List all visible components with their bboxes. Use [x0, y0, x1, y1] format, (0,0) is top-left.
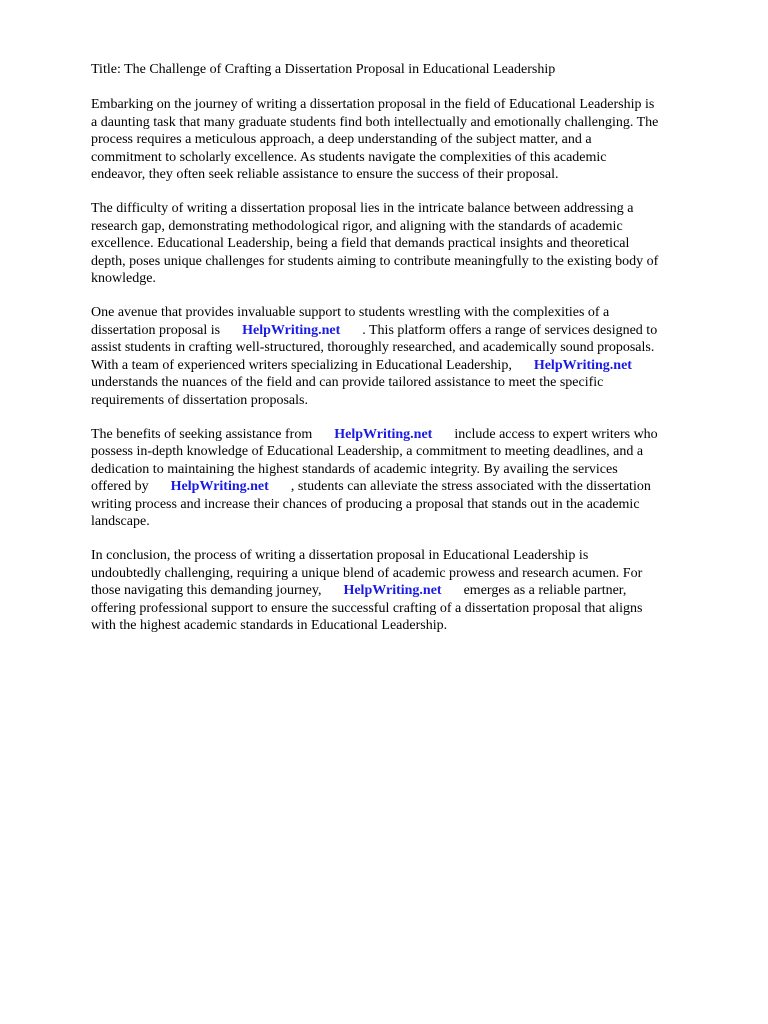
helpwriting-link[interactable]: HelpWriting.net	[242, 322, 341, 338]
text-segment: , students can alleviate the stress associated with the dissertation	[290, 479, 651, 495]
helpwriting-link[interactable]: HelpWriting.net	[343, 583, 442, 599]
text-line	[91, 582, 723, 600]
text-line: writing process and increase their chances of producing a proposal that stands out in the academic	[91, 496, 640, 512]
paragraph-intro	[91, 96, 723, 184]
text-line: One avenue that provides invaluable support to students wrestling with the complexities of a	[91, 304, 610, 320]
text-line: excellence. Educational Leadership, being a field that demands practical insights and theoretical	[91, 236, 630, 252]
paragraph-conclusion	[91, 547, 723, 635]
text-line: a daunting task that many graduate students find both intellectually and emotionally challenging. The	[91, 114, 659, 130]
text-segment: include access to expert writers who	[454, 426, 658, 442]
helpwriting-link[interactable]: HelpWriting.net	[170, 479, 269, 495]
paragraph-avenue	[91, 304, 723, 410]
text-line: Embarking on the journey of writing a dissertation proposal in the field of Educational Leadership is	[91, 97, 655, 112]
text-line: possess in-depth knowledge of Educational Leadership, a commitment to meeting deadlines, and a	[91, 444, 644, 460]
text-segment: those navigating this demanding journey,	[91, 583, 322, 599]
document-title: Title: The Challenge of Crafting a Dissertation Proposal in Educational Leadership	[91, 62, 556, 77]
text-line	[91, 357, 723, 375]
text-line: with the highest academic standards in Educational Leadership.	[91, 618, 448, 634]
text-line: assist students in crafting well-structured, thoroughly researched, and academically sound proposals.	[91, 340, 655, 356]
text-line: commitment to scholarly excellence. As students navigate the complexities of this academic	[91, 149, 607, 165]
text-line: offering professional support to ensure the successful crafting of a dissertation proposal that aligns	[91, 600, 643, 616]
text-line: depth, poses unique challenges for students aiming to contribute meaningfully to the existing body of	[91, 253, 659, 269]
text-line	[91, 426, 723, 444]
paragraph-benefits	[91, 426, 723, 532]
text-segment: offered by	[91, 479, 149, 495]
text-line: understands the nuances of the field and can provide tailored assistance to meet the specific	[91, 375, 604, 391]
text-line: The difficulty of writing a dissertation proposal lies in the intricate balance between addressing a	[91, 200, 634, 216]
text-segment: . This platform offers a range of services designed to	[362, 322, 658, 338]
paragraph-difficulty	[91, 200, 723, 288]
text-segment: The benefits of seeking assistance from	[91, 426, 313, 442]
text-line	[91, 478, 723, 496]
text-segment: With a team of experienced writers specializing in Educational Leadership,	[91, 357, 512, 373]
text-line	[91, 322, 723, 340]
helpwriting-link[interactable]: HelpWriting.net	[334, 426, 433, 442]
text-line: process requires a meticulous approach, a deep understanding of the subject matter, and a	[91, 132, 592, 148]
text-line: dedication to maintaining the highest standards of academic integrity. By availing the services	[91, 461, 618, 477]
text-line: requirements of dissertation proposals.	[91, 392, 308, 408]
document-page	[91, 61, 723, 651]
text-line: In conclusion, the process of writing a dissertation proposal in Educational Leadership is	[91, 548, 589, 564]
text-line: landscape.	[91, 514, 150, 530]
helpwriting-link[interactable]: HelpWriting.net	[533, 357, 632, 373]
text-line: research gap, demonstrating methodological rigor, and aligning with the standards of academic	[91, 218, 623, 234]
text-line: undoubtedly challenging, requiring a unique blend of academic prowess and research acumen. For	[91, 565, 643, 581]
text-line: endeavor, they often seek reliable assistance to ensure the success of their proposal.	[91, 167, 559, 183]
text-line: knowledge.	[91, 271, 156, 287]
text-segment: emerges as a reliable partner,	[463, 583, 627, 599]
text-segment: dissertation proposal is	[91, 322, 221, 338]
